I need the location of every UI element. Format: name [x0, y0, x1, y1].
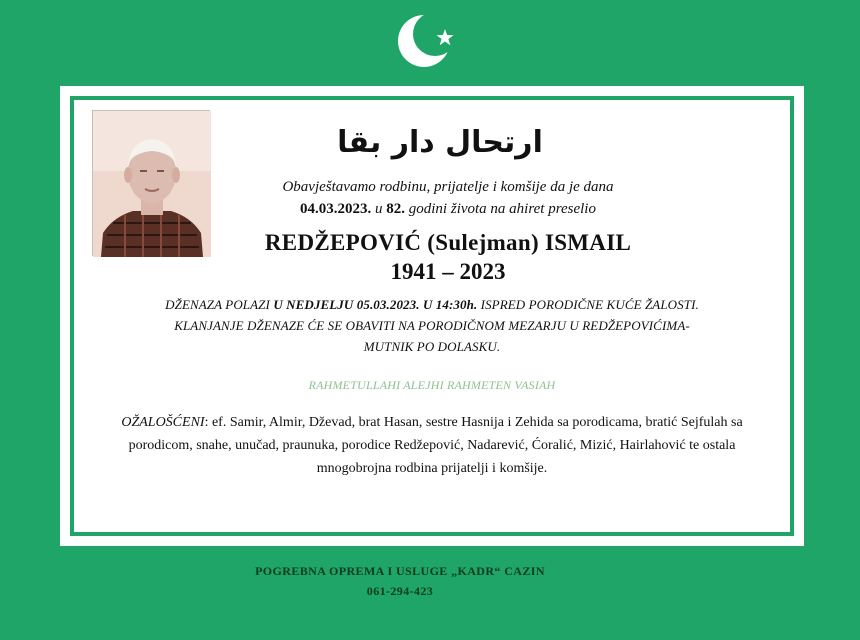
- funeral-details: [100, 294, 764, 357]
- funeral-location: ISPRED PORODIČNE KUĆE ŽALOSTI.: [480, 297, 699, 312]
- funeral-home-name: POGREBNA OPREMA I USLUGE „KADR“ CAZIN: [255, 564, 545, 578]
- funeral-home-phone: 061-294-423: [366, 584, 434, 598]
- mourners-label: OŽALOŠĆENI: [121, 415, 205, 430]
- arabic-calligraphy: [337, 112, 543, 168]
- intro-u: u: [375, 201, 383, 217]
- prayer-text: RAHMETULLAHI ALEJHI RAHMETEN VASIAH: [308, 378, 556, 392]
- intro-line-1: Obavještavamo rodbinu, prijatelje i komšije da je dana: [282, 179, 614, 195]
- funeral-line-3: MUTNIK PO DOLASKU.: [363, 339, 501, 354]
- mourners-list: [110, 411, 754, 480]
- intro-line-2: [228, 198, 668, 220]
- calligraphy-text: ارتحال دار بقا: [337, 125, 543, 160]
- funeral-date-time: U NEDJELJU 05.03.2023. U 14:30h.: [273, 297, 478, 312]
- death-date: 04.03.2023.: [300, 201, 372, 217]
- obituary-card: [60, 86, 804, 546]
- intro-rest: godini života na ahiret preselio: [408, 201, 596, 217]
- funeral-start: DŽENAZA POLAZI: [165, 297, 270, 312]
- announcement: [228, 176, 668, 287]
- intro-text: [228, 176, 668, 220]
- life-years: 1941 – 2023: [390, 259, 506, 284]
- age: 82.: [386, 201, 406, 217]
- funeral-home-footer: [200, 561, 600, 601]
- portrait-photo: [92, 110, 210, 256]
- funeral-line-2: KLANJANJE DŽENAZE ĆE SE OBAVITI NA PORODIČNOM MEZARJU U REDŽEPOVIĆIMA-: [174, 318, 690, 333]
- deceased-name: REDŽEPOVIĆ (Sulejman) ISMAIL: [264, 230, 632, 255]
- funeral-line-1: [100, 294, 764, 315]
- crescent-star-icon: [393, 8, 465, 80]
- mourners-text: : ef. Samir, Almir, Dževad, brat Hasan, sestre Hasnija i Zehida sa porodicama, bratić Sejfulah sa porodicom, snahe, unučad, praunuka, porodice Redžepović, Nadarević, Ćoralić, Mizić, Hairlahović te ostala mnogobrojna rodbina prijatelji i komšije.: [128, 415, 743, 476]
